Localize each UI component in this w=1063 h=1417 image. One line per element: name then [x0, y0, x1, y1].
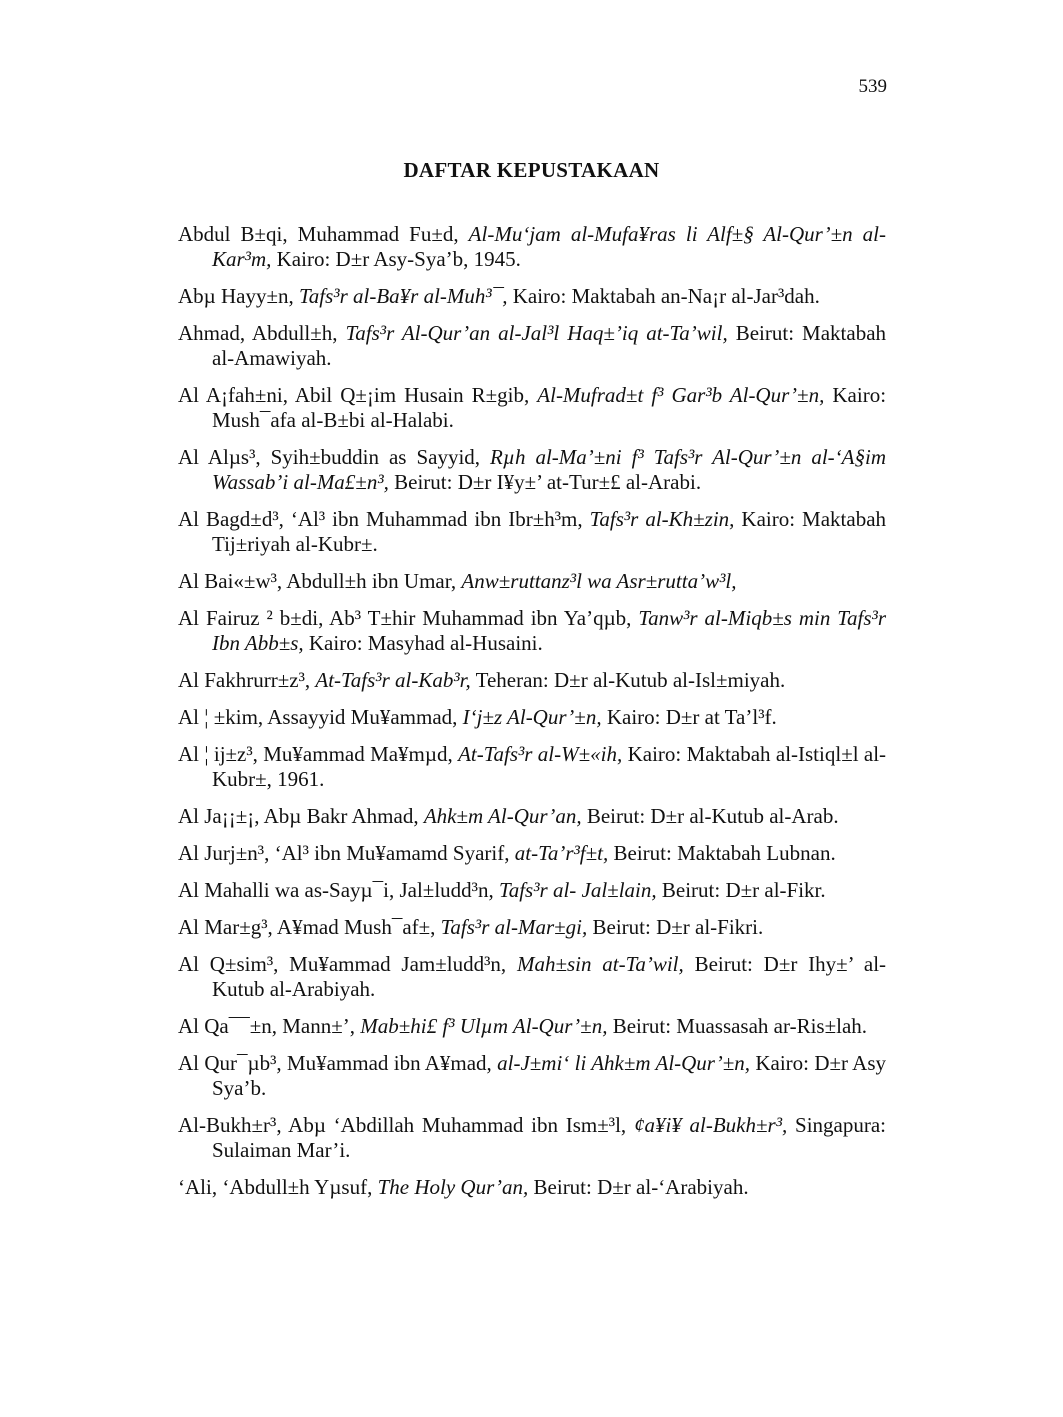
- entry-author: Al Mahalli wa as-Sayµ¯i, Jal±ludd³n,: [178, 878, 494, 902]
- entry-publisher: Beirut: Muassasah ar-Ris±lah.: [612, 1014, 868, 1038]
- bibliography-entry: [178, 606, 886, 656]
- entry-title: Tafs³r Al-Qur’an al-Jal³l Haq±’iq at-Ta’wil,: [345, 321, 728, 345]
- bibliography-entry: [178, 383, 886, 433]
- bibliography-entry: [178, 952, 886, 1002]
- entry-publisher: Kairo: D±r at Ta’l³f.: [606, 705, 777, 729]
- bibliography-entry: [178, 445, 886, 495]
- bibliography-entry: [178, 1051, 886, 1101]
- entry-author: Al Q±sim³, Mu¥ammad Jam±ludd³n,: [178, 952, 507, 976]
- page-title: DAFTAR KEPUSTAKAAN: [403, 158, 660, 182]
- bibliography-entry: [178, 804, 886, 829]
- entry-publisher: Beirut: Maktabah Lubnan.: [613, 841, 836, 865]
- entry-title: Al-Mufrad±t f³ Gar³b Al-Qur’±n,: [537, 383, 825, 407]
- bibliography-entry: [178, 841, 886, 866]
- entry-title: Mab±hi£ f³ Ulµm Al-Qur’±n,: [360, 1014, 608, 1038]
- bibliography-entry: [178, 878, 886, 903]
- bibliography-entry: [178, 668, 886, 693]
- bibliography-entry: [178, 222, 886, 272]
- bibliography-entry: [178, 569, 886, 594]
- bibliography-entry: [178, 284, 886, 309]
- entry-publisher: Kairo: Maktabah an-Na¡r al-Jar³dah.: [512, 284, 820, 308]
- entry-title: at-Ta’r³f±t,: [514, 841, 609, 865]
- entry-title: At-Tafs³r al-Kab³r,: [315, 668, 471, 692]
- entry-author: Al Mar±g³, A¥mad Mush¯af±,: [178, 915, 436, 939]
- entry-publisher: Teheran: D±r al-Kutub al-Isl±miyah.: [475, 668, 786, 692]
- entry-author: Al Bai«±w³, Abdull±h ibn Umar,: [178, 569, 457, 593]
- entry-title: Rµh al-Ma’±ni f³ Tafs³r Al-Qur’±n al-‘A§im Wassab’i al-Ma£±n³,: [212, 445, 886, 494]
- entry-author: Abdul B±qi, Muhammad Fu±d,: [178, 222, 459, 246]
- bibliography-entry: [178, 915, 886, 940]
- bibliography-list: [178, 222, 886, 1212]
- entry-author: Al Fakhrurr±z³,: [178, 668, 311, 692]
- bibliography-entry: [178, 705, 886, 730]
- entry-author: Al ¦ ±kim, Assayyid Mu¥ammad,: [178, 705, 458, 729]
- entry-publisher: Kairo: Mush¯afa al-B±bi al-Halabi.: [212, 383, 887, 432]
- bibliography-entry: [178, 507, 886, 557]
- page-number: 539: [858, 76, 887, 97]
- entry-title: Tanw³r al-Miqb±s min Tafs³r Ibn Abb±s,: [212, 606, 886, 655]
- entry-publisher: Beirut: D±r al-Fikr.: [661, 878, 826, 902]
- entry-publisher: Kairo: Maktabah al-Istiql±l al-Kubr±, 1961.: [212, 742, 887, 791]
- entry-title: Tafs³r al-Kh±zin,: [589, 507, 735, 531]
- entry-author: Al-Bukh±r³, Abµ ‘Abdillah Muhammad ibn Ism±³l,: [178, 1113, 627, 1137]
- entry-author: Al Qa¯¯±n, Mann±’,: [178, 1014, 356, 1038]
- entry-title: Anw±ruttanz³l wa Asr±rutta’w³l,: [461, 569, 737, 593]
- entry-title: Al-Mu‘jam al-Mufa¥ras li Alf±§ Al-Qur’±n al-Kar³m,: [212, 222, 886, 271]
- entry-title: Mah±sin at-Ta’wil,: [516, 952, 684, 976]
- entry-title: Tafs³r al-Ba¥r al-Muh³¯,: [299, 284, 508, 308]
- entry-author: ‘Ali, ‘Abdull±h Yµsuf,: [178, 1175, 373, 1199]
- bibliography-entry: [178, 1175, 886, 1200]
- entry-author: Ahmad, Abdull±h,: [178, 321, 338, 345]
- entry-title: Ahk±m Al-Qur’an,: [423, 804, 582, 828]
- entry-publisher: Kairo: Maktabah Tij±riyah al-Kubr±.: [212, 507, 887, 556]
- entry-publisher: Beirut: D±r al-Fikri.: [592, 915, 764, 939]
- entry-publisher: Singapura: Sulaiman Mar’i.: [212, 1113, 886, 1162]
- entry-publisher: Beirut: D±r al-‘Arabiyah.: [533, 1175, 749, 1199]
- entry-publisher: Beirut: D±r I¥y±’ at-Tur±£ al-Arabi.: [394, 470, 702, 494]
- entry-publisher: Kairo: D±r Asy Sya’b.: [212, 1051, 887, 1100]
- entry-publisher: Kairo: D±r Asy-Sya’b, 1945.: [276, 247, 521, 271]
- entry-author: Abµ Hayy±n,: [178, 284, 294, 308]
- entry-publisher: Beirut: D±r al-Kutub al-Arab.: [586, 804, 839, 828]
- entry-author: Al A¡fah±ni, Abil Q±¡im Husain R±gib,: [178, 383, 530, 407]
- entry-title: At-Tafs³r al-W±«ih,: [458, 742, 623, 766]
- entry-publisher: Beirut: Maktabah al-Amawiyah.: [212, 321, 887, 370]
- entry-publisher: Kairo: Masyhad al-Husaini.: [308, 631, 543, 655]
- entry-title: Tafs³r al- Jal±lain,: [498, 878, 657, 902]
- entry-author: Al Ja¡¡±¡, Abµ Bakr Ahmad,: [178, 804, 419, 828]
- entry-author: Al Jurj±n³, ‘Al³ ibn Mu¥amamd Syarif,: [178, 841, 510, 865]
- entry-title: I‘j±z Al-Qur’±n,: [462, 705, 602, 729]
- bibliography-entry: [178, 1014, 886, 1039]
- entry-publisher: Beirut: D±r Ihy±’ al-Kutub al-Arabiyah.: [212, 952, 887, 1001]
- entry-title: al-J±mi‘ li Ahk±m Al-Qur’±n,: [497, 1051, 751, 1075]
- entry-title: The Holy Qur’an,: [377, 1175, 529, 1199]
- entry-title: Tafs³r al-Mar±gi,: [440, 915, 588, 939]
- entry-author: Al Alµs³, Syih±buddin as Sayyid,: [178, 445, 481, 469]
- entry-author: Al Qur¯µb³, Mu¥ammad ibn A¥mad,: [178, 1051, 492, 1075]
- bibliography-entry: [178, 1113, 886, 1163]
- bibliography-entry: [178, 321, 886, 371]
- entry-author: Al Fairuz ² b±di, Ab³ T±hir Muhammad ibn Ya’qµb,: [178, 606, 632, 630]
- entry-author: Al Bagd±d³, ‘Al³ ibn Muhammad ibn Ibr±h³m,: [178, 507, 583, 531]
- bibliography-entry: [178, 742, 886, 792]
- entry-title: ¢a¥i¥ al-Bukh±r³,: [633, 1113, 788, 1137]
- entry-author: Al ¦ ij±z³, Mu¥ammad Ma¥mµd,: [178, 742, 453, 766]
